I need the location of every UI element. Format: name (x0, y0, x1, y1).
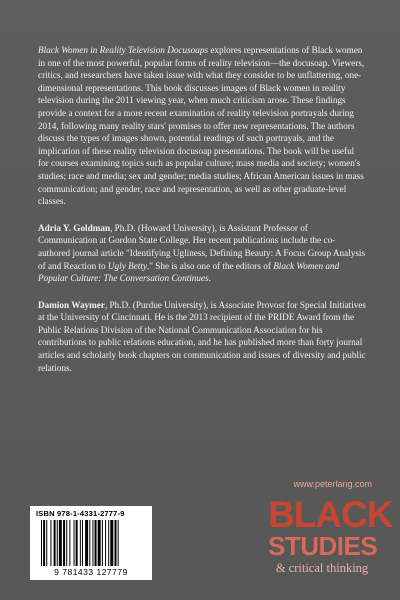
barcode-number: 9 781433 127779 (54, 567, 128, 577)
logo-line-black: BLACK (268, 494, 393, 535)
author-bio-goldman (38, 222, 366, 285)
cover-text (38, 44, 366, 388)
bio-italic: Ugly Betty (107, 260, 147, 271)
isbn-label: ISBN 978-1-4331-2777-9 (36, 509, 125, 518)
barcode-bar (76, 520, 78, 566)
barcode-bar (85, 520, 88, 566)
series-logo (268, 494, 393, 583)
bio-text: , Ph.D. (Howard University), is Assistant Professor of Communication at Gordon State College. Her recent publications include the co-authored journal article "Identifying Ugliness, Defining Beauty: A Focus Group Analysis of and Reaction to (38, 222, 366, 271)
barcode (30, 506, 152, 580)
description-text: explores representations of Black women in one of the most powerful, popular forms of reality television—the docusoap. Viewers, critics, and researchers have taken issue with what they consider to be unflattering, one-dimensional representations. This book discusses images of Black women in reality television during the 2011 viewing year, when much criticism arose. These findings provide a context for a more recent examination of reality television portrayals during 2014, following many reality stars' promises to offer new representations. The authors discuss the types of images shown, potential readings of such portrayals, and the implication of these reality television docusoap presentations. The book will be useful for courses examining topics such as popular culture; mass media and society; women's studies; race and media; sex and gender; media studies; African American issues in mass communication; and gender, race and representation, as well as other graduate-level classes. (38, 45, 365, 207)
book-title: Black Women in Reality Television Docusoaps (38, 45, 209, 55)
author-name: Damion Waymer (38, 299, 105, 310)
bio-italic: Black Women and Popular Culture: The Conversation Continues (38, 260, 340, 284)
barcode-bar (89, 520, 90, 566)
barcode-bar (57, 520, 58, 566)
logo-line-studies: STUDIES (268, 531, 378, 561)
barcode-bar (43, 520, 45, 566)
bio-text: , Ph.D. (Purdue University), is Associate Provost for Special Initiatives at the University of Cincinnati. He is the 2013 recipient of the PRIDE Award from the Public Relations Division of the National Communication Association for his contributions to public relations education, and he has published more than forty journal articles and scholarly book chapters on communication and issues of diversity and public relations. (38, 299, 366, 373)
barcode-bar (82, 520, 83, 566)
barcode-bar (41, 520, 42, 566)
logo-line-critical: & critical thinking (275, 561, 369, 575)
bio-text: ." She is also one of the editors of (146, 260, 274, 271)
barcode-bar (74, 520, 75, 566)
bio-text: . (208, 273, 211, 284)
barcode-bar (102, 520, 103, 566)
barcode-bar (110, 520, 113, 566)
barcode-bar (69, 520, 70, 566)
barcode-bar (50, 520, 51, 566)
barcode-bar (80, 520, 81, 566)
barcode-bar (54, 520, 56, 566)
barcode-bar (95, 520, 97, 566)
book-description (38, 44, 366, 208)
barcode-bar (66, 520, 67, 566)
barcode-bar (118, 520, 119, 566)
author-name: Adria Y. Goldman (38, 222, 111, 233)
barcode-bar (108, 520, 109, 566)
barcode-bar (46, 520, 47, 566)
barcode-bar (63, 520, 65, 566)
barcode-bar (92, 520, 93, 566)
author-bio-waymer (38, 299, 366, 375)
barcode-bar (59, 520, 62, 566)
barcode-bar (115, 520, 117, 566)
barcode-bar (98, 520, 101, 566)
barcode-bar (105, 520, 106, 566)
barcode-bars (40, 520, 148, 566)
publisher-url: www.peterlang.com (293, 479, 372, 489)
